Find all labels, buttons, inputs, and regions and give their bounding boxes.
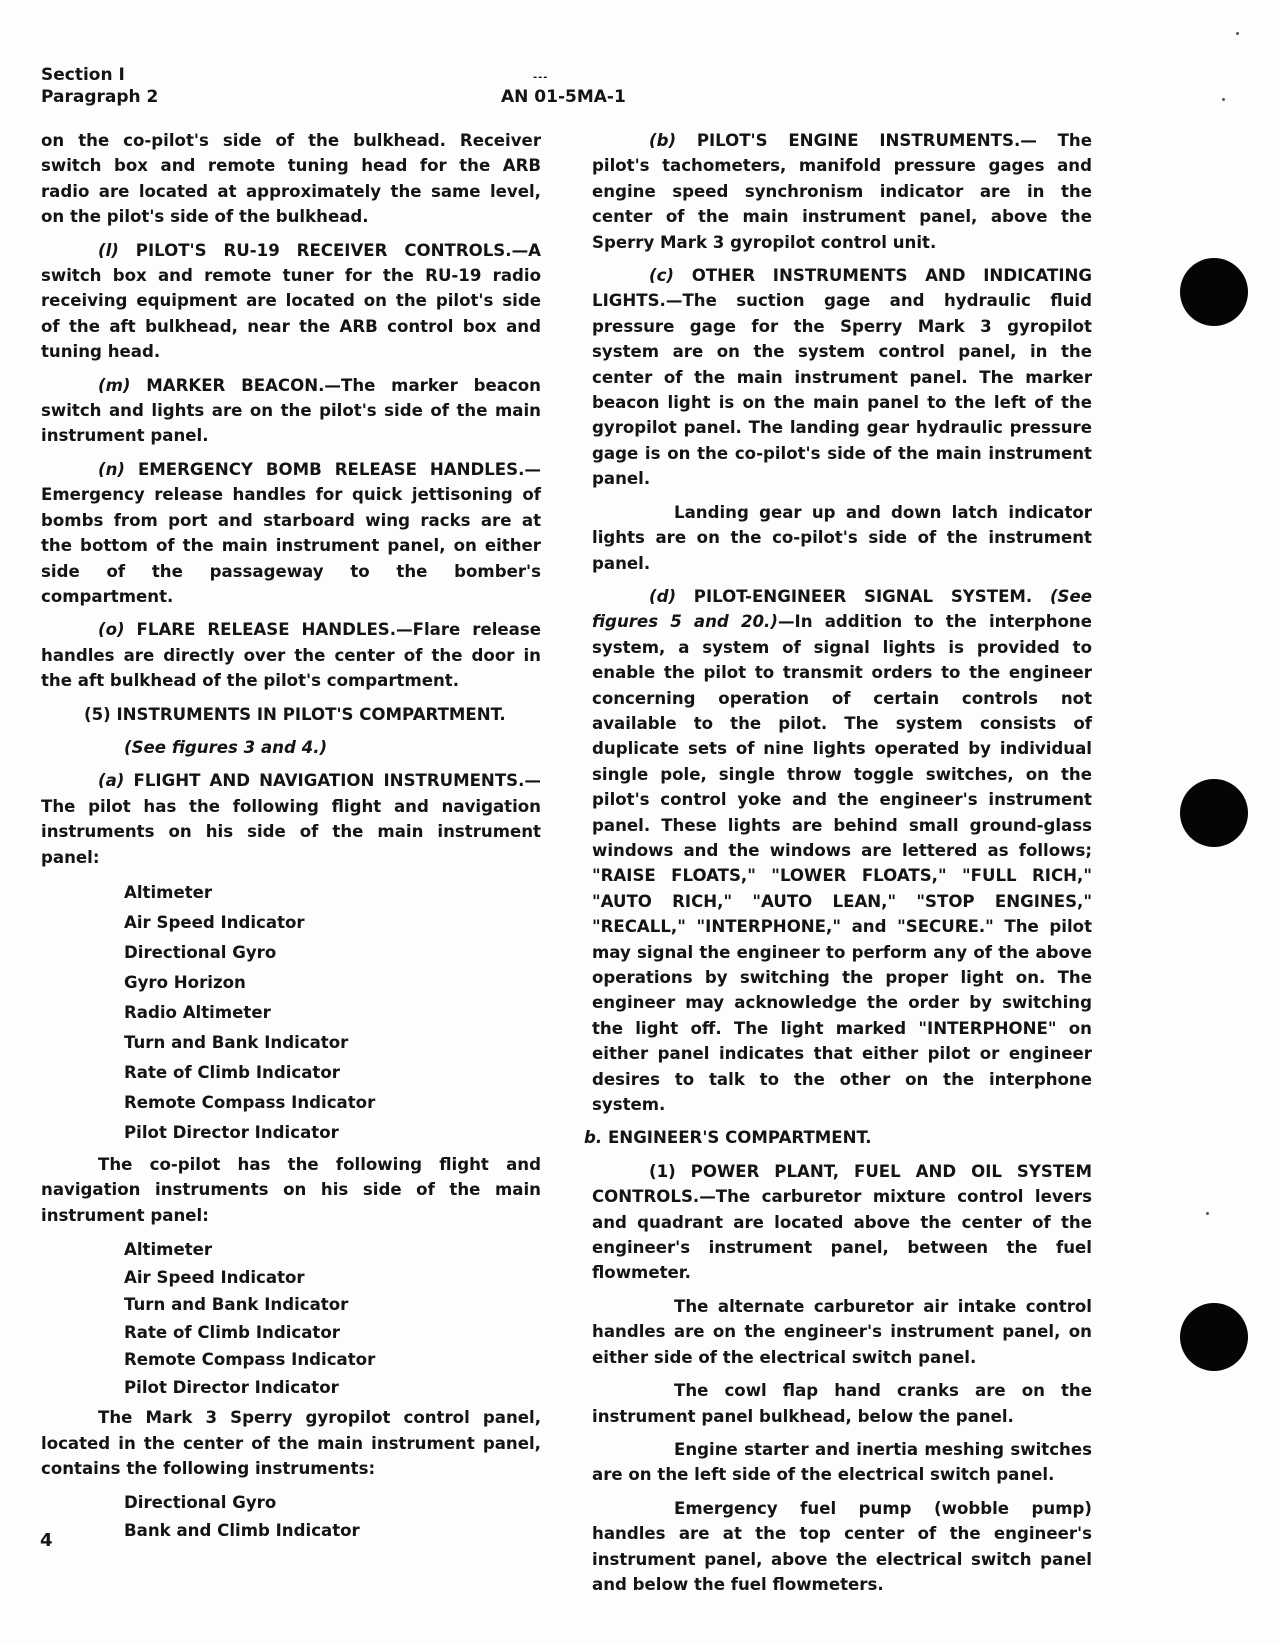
list-item: Rate of Climb Indicator [124, 1062, 340, 1082]
item-m-label: (m) [98, 375, 131, 395]
item-l [41, 238, 541, 365]
item-b-title: PILOT'S ENGINE INSTRUMENTS. [696, 131, 1021, 150]
engine-starter-paragraph: Engine starter and inertia meshing switches are on the left side of the electrical switch panel. [592, 1439, 1092, 1485]
paper-speck [1236, 32, 1239, 35]
item-n-text: —Emergency release handles for quick jettisoning of bombs from port and starboard wing racks are at the bottom of the main instrument panel, on either side of the passageway to the bomber's compartment. [41, 459, 541, 606]
list-item: Turn and Bank Indicator [124, 1032, 349, 1052]
item-1-title: POWER PLANT, FUEL AND OIL SYSTEM CONTROLS. [592, 1161, 1092, 1207]
list-item: Turn and Bank Indicator [124, 1295, 349, 1315]
paragraph-label: Paragraph 2 [41, 87, 159, 107]
page-header-left [41, 64, 158, 108]
list-item: Altimeter [124, 1240, 213, 1260]
page-number: 4 [40, 1530, 53, 1551]
item-l-title: PILOT'S RU-19 RECEIVER CONTROLS. [135, 240, 512, 260]
item-b-label: (b) [649, 131, 677, 150]
item-d-text: —In addition to the interphone system, a system of signal lights is provided to enable the pilot to transmit orders to the engineer concerning operation of certain controls not available to the pilot. The system consists of duplicate sets of nine lights operated by individual single pole, single throw toggle switches, on the pilot's control yoke and the engineer's instrument panel. These lights are behind small ground-glass windows and the windows are lettered as follows; "RAISE FLOATS," "LOWER FLOATS," "FULL RICH," "AUTO RICH," "AUTO LEAN," "STOP ENGINES," "RECALL," "INTERPHONE," and "SECURE." The pilot may signal the engineer to perform any of the above operations by switching the proper light on. The engineer may acknowledge the order by switching the light off. The light marked "INTERPHONE" on either panel indicates that either pilot or engineer desires to talk to the other on the interphone system. [592, 612, 1092, 1115]
list-item: Air Speed Indicator [124, 1267, 305, 1287]
left-column [41, 128, 541, 1548]
item-c-label: (c) [649, 266, 675, 286]
alternate-carburetor-paragraph: The alternate carburetor air intake control handles are on the engineer's instrument panel, on either side of the electrical switch panel. [592, 1296, 1092, 1367]
section-5-title: INSTRUMENTS IN PILOT'S COMPARTMENT. [116, 704, 506, 724]
list-item: Rate of Climb Indicator [124, 1322, 340, 1342]
item-a-title: FLIGHT AND NAVIGATION INSTRUMENTS. [133, 771, 525, 791]
item-1-label: (1) [649, 1161, 676, 1181]
item-n-label: (n) [98, 459, 125, 479]
section-5-figure-ref: (See figures 3 and 4.) [124, 737, 328, 757]
list-item: Remote Compass Indicator [124, 1092, 376, 1112]
list-item: Radio Altimeter [124, 1002, 271, 1022]
list-item: Pilot Director Indicator [124, 1122, 339, 1142]
item-d-title: PILOT-ENGINEER SIGNAL SYSTEM. [693, 586, 1033, 606]
section-5-heading [41, 702, 541, 727]
item-d [592, 584, 1092, 1118]
item-b-text: — The pilot's tachometers, manifold pressure gages and engine speed synchronism indicator are in the center of the main instrument panel, above the Sperry Mark 3 gyropilot control unit. [592, 131, 1092, 252]
engineer-compartment-title: ENGINEER'S COMPARTMENT. [607, 1128, 872, 1148]
item-o-label: (o) [98, 620, 125, 640]
item-o-text: —Flare release handles are directly over the center of the door in the aft bulkhead of the pilot's compartment. [41, 620, 541, 691]
item-c [592, 263, 1092, 492]
engineer-compartment-heading [584, 1125, 1092, 1150]
section-label: Section I [41, 65, 125, 85]
item-d-figure-ref: (See figures 5 and 20.) [592, 586, 1092, 632]
pilot-instrument-list [41, 878, 541, 1148]
right-column [584, 128, 1093, 1605]
cowl-flap-paragraph: The cowl flap hand cranks are on the instrument panel bulkhead, below the panel. [592, 1381, 1092, 1426]
copilot-intro: The co-pilot has the following flight and navigation instruments on his side of the main instrument panel: [41, 1154, 541, 1225]
list-item: Directional Gyro [124, 1493, 277, 1513]
paper-speck [1222, 98, 1225, 101]
list-item: Air Speed Indicator [124, 912, 305, 932]
item-l-label: (l) [98, 240, 119, 260]
document-number: AN 01-5MA-1 [501, 87, 626, 107]
item-l-text: —A switch box and remote tuner for the RU-19 radio receiving equipment are located on the pilot's side of the aft bulkhead, near the ARB control box and tuning head. [41, 240, 541, 362]
engineer-compartment-label: b. [584, 1128, 603, 1148]
item-n [41, 457, 541, 609]
item-c-text: —The suction gage and hydraulic fluid pressure gage for the Sperry Mark 3 gyropilot system are on the system control panel, in the center of the main instrument panel. The marker beacon light is on the main panel to the left of the gyropilot panel. The landing gear hydraulic pressure gage is on the co-pilot's side of the main instrument panel. [592, 291, 1092, 489]
item-m-title: MARKER BEACON. [146, 375, 325, 395]
landing-gear-paragraph: Landing gear up and down latch indicator lights are on the co-pilot's side of the instrument panel. [592, 502, 1092, 573]
section-5-label: (5) [84, 704, 111, 724]
item-o-title: FLARE RELEASE HANDLES. [136, 620, 397, 640]
item-1 [592, 1159, 1092, 1286]
binder-hole [1180, 779, 1248, 847]
item-c-title: OTHER INSTRUMENTS AND INDICATING LIGHTS. [592, 266, 1093, 311]
list-item: Pilot Director Indicator [124, 1377, 339, 1397]
list-item: Altimeter [124, 882, 213, 902]
item-1-text: —The carburetor mixture control levers and quadrant are located above the center of the engineer's instrument panel, between the fuel flowmeter. [592, 1187, 1092, 1283]
item-a-label: (a) [98, 771, 125, 791]
paper-speck [1206, 1212, 1209, 1215]
gyropilot-instrument-list [41, 1489, 541, 1544]
item-n-title: EMERGENCY BOMB RELEASE HANDLES. [137, 459, 525, 479]
list-item: Gyro Horizon [124, 972, 246, 992]
list-item: Bank and Climb Indicator [124, 1520, 360, 1540]
list-item: Remote Compass Indicator [124, 1350, 376, 1370]
item-b [592, 128, 1092, 255]
item-a-text: —The pilot has the following flight and navigation instruments on his side of the main instrument panel: [41, 771, 541, 867]
item-m-text: —The marker beacon switch and lights are on the pilot's side of the main instrument panel. [41, 375, 541, 446]
item-d-label: (d) [649, 586, 677, 606]
paragraph-continued: on the co-pilot's side of the bulkhead. Receiver switch box and remote tuning head for the ARB radio are located at approximately the same level, on the pilot's side of the bulkhead. [41, 131, 541, 227]
list-item: Directional Gyro [124, 942, 277, 962]
item-m [41, 373, 541, 449]
copilot-instrument-list [41, 1236, 541, 1401]
binder-hole [1180, 258, 1248, 326]
binder-hole [1180, 1303, 1248, 1371]
header-dash-mark: --- [533, 72, 549, 83]
fuel-pump-paragraph: Emergency fuel pump (wobble pump) handles are at the top center of the engineer's instrument panel, above the electrical switch panel and below the fuel flowmeters. [592, 1498, 1092, 1594]
item-a [41, 768, 541, 870]
item-o [41, 617, 541, 693]
gyropilot-intro: The Mark 3 Sperry gyropilot control panel, located in the center of the main instrument panel, contains the following instruments: [41, 1408, 541, 1478]
